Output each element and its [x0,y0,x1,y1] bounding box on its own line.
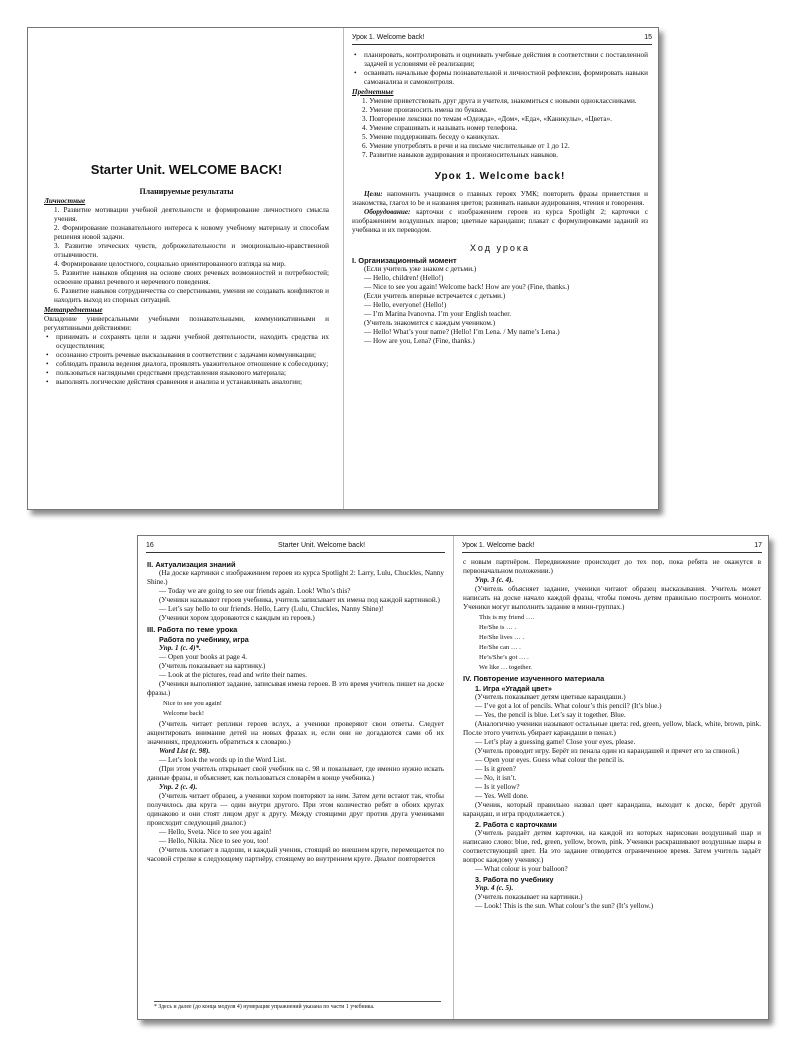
footnote: * Здесь и далее (до конца модуля 4) нумерация упражнений указана по части 1 учебника. [154,1001,441,1011]
paragraph: (Ученик, который правильно назвал цвет карандаша, выходит к доске, берёт другой карандаш, и игра продолжается.) [463,801,761,818]
list-item: • выполнять логические действия сравнения и анализа и устанавливать аналогии; [44,378,329,387]
list-item: • пользоваться наглядными средствами представления языкового материала; [44,369,329,378]
text-line: (Учитель показывает детям цветные карандаши.) [475,693,626,701]
board-sample: He/She can … . [479,644,521,651]
text-line: — Today we are going to see our friends again. Look! Who’s this? [159,587,351,595]
exercise-label: Упр. 2 (с. 4). [159,783,198,791]
goals [352,190,648,208]
text-line: — I’ve got a lot of pencils. What colour’s this pencil? (It’s blue.) [475,702,662,710]
board-sample: This is my friend …. [479,614,535,621]
list-item: 4. Умение спрашивать и называть номер телефона. [362,124,518,132]
text-line: (Если учитель уже знаком с детьми.) [364,265,477,273]
page-number: 16 [146,542,154,549]
text-line: — I’m Marina Ivanovna. I’m your English teacher. [364,310,512,318]
text-line: — Hello, children! (Hello!) [364,274,444,282]
list-item: 2. Формирование познавательного интереса к новому учебному материалу и способам решения новой задачи. [54,224,329,241]
board-sample: He/She is … . [479,624,516,631]
page-number: 15 [644,34,652,41]
results-title: Планируемые результаты [139,187,234,196]
equipment-text: карточки с изображением героев из курса Spotlight 2; карточки с изображением воздушных шаров; цветные карандаши; плакат с формулировками заданий из учебника и их переводом. [352,208,648,234]
board-sample: He’s/She’s got … . [479,654,529,661]
book-spread-top [27,27,659,510]
equipment-label: Оборудование: [364,208,411,216]
text-line: (Учитель знакомится с каждым учеником.) [364,319,496,327]
running-header [462,540,762,553]
board-sample: He/She lives … . [479,634,525,641]
list-item: • принимать и сохранять цели и задачи учебной деятельности, находить средства их осуществления; [44,333,329,351]
subsection-heading: Работа по учебнику, игра [159,635,249,644]
list-item: • осознанно строить речевые высказывания в соответствии с задачами коммуникации; [44,351,329,360]
list-item: 3. Повторение лексики по темам «Одежда», «Дом», «Еда», «Каникулы», «Цвета». [362,115,612,123]
meta-list [44,333,329,387]
list-item: 6. Умение употреблять в речи и на письме числительные от 1 до 12. [362,142,570,150]
text-line: — Open your eyes. Guess what colour the pencil is. [475,756,625,764]
paragraph: (Учитель объясняет задание, ученики читают образец высказывания. Учитель может написать на доске начало каждой фразы, чтобы помочь детям правильно построить монолог. Ученики могут выполнить задание в мини-группах.) [463,585,761,611]
list-item: • осваивать начальные формы познавательной и личностной рефлексии, формировать навыки самоанализа и самоконтроля. [352,69,648,87]
page-left [138,536,454,1019]
exercise-label: Упр. 1 (с. 4)*. [159,644,201,652]
personal-list [44,206,329,305]
subsection-heading: 3. Работа по учебнику [475,875,554,884]
page-content [44,162,329,503]
board-sample: Welcome back! [163,710,205,717]
personal-label: Личностные [44,197,86,205]
text-line: — Hello, Nikita. Nice to see you, too! [159,837,269,845]
text-line: — Look at the pictures, read and write their names. [159,671,307,679]
paragraph: (Учитель читает реплики героев вслух, а ученики проверяют свои ответы. Следует акцентировать внимание детей на новых фразах и, если они не догадаются сами об их значениях, предложить обратиться к словарю.) [147,720,444,746]
list-item: 4. Формирование целостного, социально ориентированного взгляда на мир. [54,260,286,268]
text-line: — Is it green? [475,765,516,773]
text-line: — Hello, Sveta. Nice to see you again! [159,828,272,836]
paragraph: (Учитель проводит игру. Берёт из пенала один из карандашей и прячет его за спиной.) [475,747,740,755]
subsection-heading: 1. Игра «Угадай цвет» [475,684,552,693]
paragraph: с новым партнёром. Передвижение происходит до тех пор, пока ребята не окажутся в первоначальном положении.) [463,558,761,575]
equipment [352,208,648,235]
page-content [352,51,648,503]
section-heading: I. Организационный момент [352,256,457,265]
text-line: (Учитель показывает на картинки.) [475,893,583,901]
text-line: — Let’s say hello to our friends. Hello, Larry (Lulu, Chuckles, Nanny Shine)! [159,605,384,613]
paragraph: (При этом учитель открывает свой учебник на с. 98 и показывает, где именно нужно искать данные фразы, и объясняет, как пользоваться словарём в конце учебника.) [147,765,444,782]
list-item: 6. Развитие навыков сотрудничества со сверстниками, умения не создавать конфликтов и находить выход из спорных ситуаций. [54,287,329,304]
text-line: — Yes. Well done. [475,792,529,800]
section-heading: III. Работа по теме урока [147,625,238,634]
paragraph: (Учитель читает образец, а ученики хором повторяют за ним. Затем дети встают так, чтобы получилось два круга — один внутри другого. При этом количество ребят в обоих кругах одинаково и они стоят лицом друг к другу. Между стоящими друг против друга учениками происходит следующий диалог.) [147,792,444,827]
text-line: — Open your books at page 4. [159,653,248,661]
list-item: 5. Умение поддерживать беседу о каникулах. [362,133,500,141]
list-item: • соблюдать правила ведения диалога, проявлять уважительное отношение к собеседнику; [44,360,329,369]
text-line: — Hello! What’s your name? (Hello! I’m Lena. / My name’s Lena.) [364,328,560,336]
goals-label: Цели: [364,190,383,198]
unit-title: Starter Unit. WELCOME BACK! [90,162,283,177]
page-content [463,558,761,1013]
list-item: • планировать, контролировать и оценивать учебные действия в соответствии с поставленной задачей и условиями её реализации; [352,51,648,69]
list-item: 5. Развитие навыков общения на основе своих речевых возможностей и потребностей; освоение правил речевого и неречевого поведения. [54,269,329,286]
exercise-label: Упр. 3 (с. 4). [475,576,514,584]
lesson-flow-title: Ход урока [469,243,530,253]
subject-list [352,97,648,160]
text-line: — Yes, the pencil is blue. Let’s say it together. Blue. [475,711,626,719]
paragraph: (На доске картинки с изображением героев из курса Spotlight 2: Larry, Lulu, Chuckles, Nanny Shine.) [147,569,444,586]
section-heading: IV. Повторение изученного материала [463,674,605,683]
list-item: 7. Развитие навыков аудирования и произносительных навыков. [362,151,558,159]
page-content [147,558,444,987]
text-line: (Ученики называют героев учебника, учитель записывает их имена под каждой картинкой.) [159,596,440,604]
page-right [344,28,659,509]
list-item: 1. Умение приветствовать друг друга и учителя, знакомиться с новыми одноклассниками. [362,97,637,105]
header-title: Урок 1. Welcome back! [462,542,535,549]
paragraph: (Ученики выполняют задание, записывая имена героев. В это время учитель пишет на доске фразы.) [147,680,444,697]
text-line: (Ученики хором здороваются с каждым из героев.) [159,614,315,622]
running-header [146,540,445,553]
text-line: — What colour is your balloon? [475,865,568,873]
list-item: 3. Развитие этических чувств, доброжелательности и эмоционально-нравственной отзывчивости. [54,242,329,259]
paragraph: (Аналогично ученики называют остальные цвета: red, green, yellow, black, white, brown, pink. После этого учитель убирает карандаши в пенал.) [463,720,761,737]
exercise-label: Упр. 4 (с. 5). [475,884,514,892]
subsection-heading: 2. Работа с карточками [475,820,557,829]
goals-text: напомнить учащимся о главных героях УМК; повторить фразы приветствия и знакомства, глагол to be и названия цветов; развивать навыки аудирования, чтения и говорения. [352,190,648,207]
meta-intro: Овладение универсальными учебными познавательными, коммуникативными и регулятивными действиями: [44,315,329,332]
page-right [454,536,769,1019]
text-line: (Учитель показывает на картинку.) [159,662,266,670]
running-header [352,32,652,45]
lesson-title: Урок 1. Welcome back! [434,171,566,182]
meta-label: Метапредметные [44,306,103,314]
text-line: — Is it yellow? [475,783,520,791]
text-line: — Let’s look the words up in the Word List. [159,756,287,764]
text-line: — Nice to see you again! Welcome back! How are you? (Fine, thanks.) [364,283,570,291]
page-number: 17 [754,542,762,549]
list-item: 1. Развитие мотивации учебной деятельности и формирование личностного смысла учения. [54,206,329,223]
text-line: (Если учитель впервые встречается с детьми.) [364,292,506,300]
header-title: Урок 1. Welcome back! [352,34,425,41]
text-line: — Hello, everyone! (Hello!) [364,301,447,309]
paragraph: (Учитель хлопает в ладоши, и каждый ученик, стоящий во внешнем круге, перемещается по часовой стрелке к следующему партнёру, стоящему во внутреннем круге. Диалог повторяется [147,846,444,863]
text-line: — No, it isn’t. [475,774,517,782]
text-line: — Let’s play a guessing game! Close your eyes, please. [475,738,636,746]
list-item: 2. Умение произносить имена по буквам. [362,106,488,114]
subject-label: Предметные [352,88,394,96]
paragraph: (Учитель раздаёт детям карточки, на каждой из которых нарисован воздушный шар и написано слово: blue, red, green, yellow, brown, pink. Ученики раскрашивают воздушные шары в соответствующий цвет. На это задание отводится ограниченное время. Затем учитель задаёт вопрос каждому ученику.) [463,829,761,864]
header-title: Starter Unit. Welcome back! [278,542,366,549]
board-sample: Nice to see you again! [163,700,222,707]
board-sample: We like … together. [479,664,532,671]
book-spread-bottom [137,535,769,1020]
text-line: — How are you, Lena? (Fine, thanks.) [364,337,475,345]
exercise-label: Word List (с. 98). [159,747,211,755]
section-heading: II. Актуализация знаний [147,560,236,569]
page-left [28,28,344,509]
meta-list-cont [352,51,648,87]
text-line: — Look! This is the sun. What colour’s the sun? (It’s yellow.) [475,902,654,910]
